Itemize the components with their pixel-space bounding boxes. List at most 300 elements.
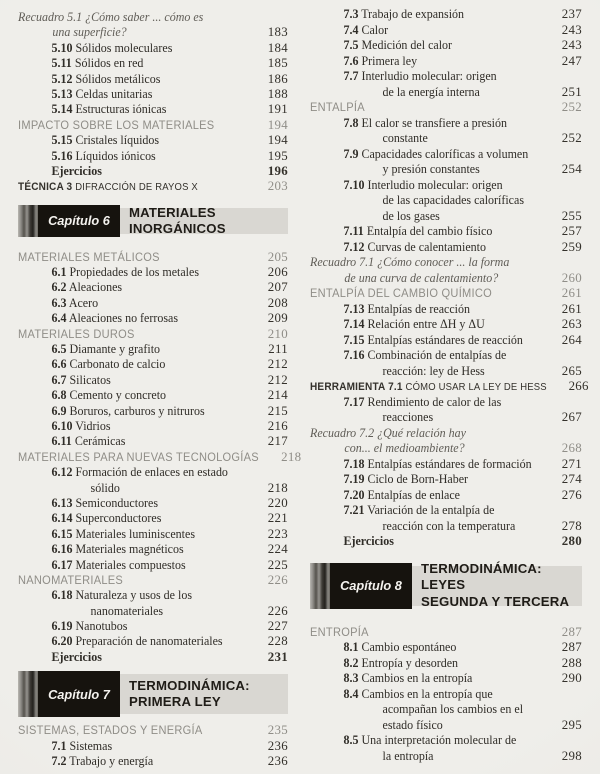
entry-title: Carbonato de calcio [69, 357, 166, 372]
row-text [18, 650, 247, 665]
chapter-label-chip [330, 563, 412, 609]
entry-number: 6.6 [51, 357, 67, 372]
page-number: 210 [267, 326, 288, 341]
entry-title: Entalpía del cambio físico [366, 224, 493, 238]
row-text [18, 357, 247, 372]
page-number: 259 [561, 239, 582, 254]
entry-title: Vidrios [75, 418, 111, 433]
entry-title: Materiales luminiscentes [75, 526, 195, 541]
toc-row [18, 558, 288, 573]
row-text [310, 317, 540, 332]
chapter-label-chip [38, 671, 120, 717]
entry-number: 8.5 [343, 733, 359, 747]
entry-number: 7.7 [343, 69, 359, 83]
entry-title: Calor [361, 22, 389, 37]
row-text [310, 656, 540, 671]
entry-title: Propiedades de los metales [69, 265, 200, 280]
entry-number: 6.3 [51, 295, 67, 310]
entry-title: Ejercicios [51, 163, 102, 178]
row-text [18, 250, 247, 264]
toc-row [18, 573, 288, 588]
entry-number: 7.9 [343, 146, 359, 161]
toc-row [18, 10, 288, 25]
page-number: 186 [267, 71, 288, 86]
entry-number: 7.20 [343, 487, 365, 502]
page-number: 215 [267, 403, 288, 418]
chapter-title-line: SEGUNDA Y TERCERA [421, 593, 570, 609]
row-text [310, 640, 540, 655]
row-text [310, 209, 540, 224]
entry-number: 6.5 [51, 342, 67, 357]
entry-title: sólido [90, 480, 120, 495]
entry-title: Entalpías de reacción [367, 301, 470, 316]
toc-row [310, 625, 582, 641]
entry-title: El calor se transfiere a presión [361, 115, 507, 130]
entry-number: 5.12 [51, 71, 73, 86]
entry-title: Entalpías estándares de formación [367, 456, 532, 471]
entry-number: 5.13 [51, 86, 73, 101]
entry-number: 8.4 [343, 686, 359, 701]
page-number: 264 [561, 332, 582, 347]
row-text [310, 702, 563, 717]
row-text [18, 133, 247, 148]
section-title: ENTALPÍA [310, 100, 365, 114]
page-number: 191 [267, 102, 288, 117]
row-text [310, 395, 563, 410]
toc-row [310, 147, 582, 163]
row-text [18, 10, 269, 25]
entry-title: Acero [68, 295, 99, 310]
toc-row [310, 395, 582, 411]
chapter-photo-strip [18, 671, 38, 717]
row-text [310, 54, 540, 69]
toc-row [310, 687, 582, 703]
chapter-banner [310, 563, 582, 609]
toc-row [310, 671, 582, 687]
row-text [18, 41, 247, 56]
row-text [18, 388, 247, 403]
toc-row [310, 656, 582, 672]
page-number: 205 [267, 249, 288, 264]
row-text [18, 311, 247, 326]
entry-title: Sólidos metálicos [75, 71, 161, 86]
row-text [310, 426, 563, 441]
row-text [18, 265, 247, 280]
entry-title: Preparación de nanomateriales [75, 634, 223, 649]
row-text [310, 441, 540, 456]
row-text [310, 749, 540, 764]
entry-title: la entropía [382, 748, 434, 763]
entry-title: acompañan los cambios en el [382, 702, 524, 716]
toc-row [310, 733, 582, 749]
row-text [18, 496, 247, 511]
entry-title: Recuadro 7.1 ¿Cómo conocer ... la forma [310, 255, 510, 269]
page-number: 268 [561, 441, 582, 455]
toc-row [310, 503, 582, 519]
row-text [18, 754, 247, 769]
entry-number: 6.13 [51, 495, 73, 510]
entry-title: Interludio molecular: origen [367, 177, 503, 192]
entry-number: 6.12 [51, 465, 73, 480]
entry-title: Combinación de entalpías de [367, 348, 507, 362]
toc-row [310, 441, 582, 457]
row-text [18, 404, 247, 419]
entry-number: 5.16 [51, 148, 73, 163]
page-number: 217 [267, 434, 288, 449]
page-number: 263 [561, 317, 582, 331]
entry-number: 7.8 [343, 115, 359, 130]
page-number: 247 [561, 53, 582, 68]
row-text [18, 558, 247, 573]
page-number: 206 [267, 265, 288, 280]
entry-title: Ciclo de Born-Haber [367, 472, 469, 486]
entry-title: una superficie? [52, 25, 127, 40]
page-number: 231 [267, 649, 288, 664]
page-number: 295 [561, 717, 582, 732]
page-number: 261 [561, 286, 582, 300]
entry-number: 6.14 [51, 511, 73, 526]
page-number: 280 [561, 534, 582, 548]
section-title: MATERIALES PARA NUEVAS TECNOLOGÍAS [18, 449, 259, 464]
chapter-label: Capítulo 7 [48, 686, 110, 702]
toc-row [18, 87, 288, 102]
toc-column-left [18, 10, 302, 769]
toc-row [18, 56, 288, 71]
page-number: 278 [561, 518, 582, 533]
special-label: HERRAMIENTA 7.1 [310, 381, 403, 393]
page-number: 223 [267, 526, 288, 541]
chapter-title [120, 205, 288, 237]
page-number: 254 [561, 162, 582, 176]
page-number: 218 [281, 449, 302, 464]
entry-title: nanomateriales [90, 603, 164, 618]
page-number: 208 [267, 295, 288, 310]
toc-row [310, 379, 589, 395]
row-text [18, 149, 247, 164]
page-number: 185 [267, 56, 288, 71]
toc-row [18, 250, 288, 265]
page-number: 184 [267, 40, 288, 55]
entry-title: Entropía y desorden [361, 655, 459, 670]
page-number: 212 [267, 357, 288, 372]
row-text [310, 519, 540, 534]
page-number: 243 [561, 38, 582, 52]
entry-title: Cambios en la entropía [361, 671, 473, 685]
entry-title: constante [382, 131, 428, 145]
row-text [310, 7, 540, 22]
row-text [18, 102, 247, 117]
row-text [310, 457, 540, 472]
toc-row [310, 193, 582, 209]
page-number: 236 [267, 754, 288, 769]
row-text [18, 296, 247, 311]
special-label: TÉCNICA 3 [18, 181, 73, 194]
toc-row [18, 296, 288, 311]
row-text [310, 488, 540, 503]
row-text [18, 419, 247, 434]
page-number: 214 [267, 388, 288, 403]
row-text [310, 147, 563, 162]
toc-row [310, 162, 582, 178]
toc-row [310, 317, 582, 333]
section-title: NANOMATERIALES [18, 572, 124, 587]
entry-title: Trabajo de expansión [361, 7, 465, 21]
page-number: 209 [267, 311, 288, 326]
page-number: 194 [267, 117, 288, 132]
section-title: SISTEMAS, ESTADOS Y ENERGÍA [18, 723, 203, 738]
toc-row [18, 164, 288, 179]
entry-title: reacciones [382, 410, 434, 424]
entry-title: Entalpías de enlace [367, 487, 461, 502]
toc-row [18, 634, 288, 649]
entry-number: 7.19 [343, 472, 365, 486]
entry-title: Primera ley [361, 53, 418, 68]
entry-title: Celdas unitarias [75, 86, 153, 101]
chapter-title-line: MATERIALES INORGÁNICOS [129, 204, 226, 236]
toc-row [18, 481, 288, 496]
entry-number: 6.16 [51, 542, 73, 557]
entry-title: reacción: ley de Hess [382, 363, 485, 378]
toc-row [310, 519, 582, 535]
entry-number: 8.2 [343, 655, 359, 670]
page-number: 216 [267, 418, 288, 433]
row-text [18, 465, 269, 480]
entry-title: reacción con la temperatura [382, 518, 516, 533]
page-number: 267 [561, 410, 582, 424]
entry-number: 6.18 [51, 588, 73, 603]
entry-number: 6.4 [51, 311, 67, 326]
entry-title: Ejercicios [343, 534, 394, 548]
entry-title: Rendimiento de calor de las [367, 394, 502, 409]
entry-number: 7.10 [343, 177, 365, 192]
entry-title: Líquidos iónicos [75, 148, 156, 163]
row-text [310, 687, 563, 702]
row-text [18, 181, 247, 193]
entry-number: 7.11 [343, 224, 364, 238]
entry-title: Aleaciones no ferrosas [68, 311, 179, 326]
entry-number: 7.15 [343, 332, 365, 347]
chapter-title [412, 563, 582, 609]
toc-row [310, 364, 582, 380]
row-text [310, 472, 540, 487]
page-number: 271 [561, 456, 582, 471]
section-title: MATERIALES METÁLICOS [18, 249, 160, 264]
row-text [18, 634, 247, 649]
page-number: 224 [267, 542, 288, 557]
row-text [310, 348, 563, 363]
toc-row [18, 496, 288, 511]
toc-row [310, 348, 582, 364]
entry-number: 6.7 [51, 372, 67, 387]
entry-title: Estructuras iónicas [75, 102, 167, 117]
page-number: 212 [267, 372, 288, 387]
row-text [18, 373, 247, 388]
toc-row [18, 588, 288, 603]
page-number: 260 [561, 270, 582, 285]
toc-row [310, 488, 582, 504]
row-text [18, 56, 247, 71]
toc-row [18, 754, 288, 769]
page-number: 252 [561, 100, 582, 114]
row-text [18, 280, 247, 295]
row-text [310, 503, 563, 518]
toc-row [18, 739, 288, 754]
entry-number: 6.9 [51, 403, 67, 418]
entry-title: Naturaleza y usos de los [75, 588, 192, 603]
toc-row [310, 131, 582, 147]
row-text [310, 364, 540, 379]
entry-title: Sólidos moleculares [75, 40, 173, 55]
toc-row [310, 224, 582, 240]
toc-row [18, 280, 288, 295]
row-text [310, 534, 540, 549]
page-number: 251 [561, 84, 582, 99]
row-text [310, 271, 540, 286]
chapter-label-chip [38, 205, 120, 237]
toc-row [310, 116, 582, 132]
entry-number: 6.1 [51, 265, 67, 280]
toc-row [18, 604, 288, 619]
entry-number: 7.21 [343, 503, 365, 517]
entry-title: Variación de la entalpía de [367, 503, 495, 517]
row-text [310, 193, 563, 208]
page-number: 203 [267, 179, 288, 194]
row-text [310, 224, 540, 239]
page-number: 243 [561, 22, 582, 37]
section-title: IMPACTO SOBRE LOS MATERIALES [18, 117, 215, 132]
entry-title: Sistemas [69, 738, 113, 753]
entry-number: 6.17 [51, 557, 73, 572]
toc-column-right [310, 7, 589, 764]
row-text [310, 255, 563, 270]
entry-title: Aleaciones [68, 280, 123, 295]
row-text [310, 240, 540, 255]
entry-number: 7.1 [51, 738, 67, 753]
entry-title: CÓMO USAR LA LEY DE HESS [405, 382, 547, 393]
row-text [310, 381, 547, 393]
entry-title: Cambio espontáneo [361, 640, 457, 654]
toc-row [310, 178, 582, 194]
page-number: 290 [561, 671, 582, 685]
entry-title: Superconductores [75, 511, 162, 526]
row-text [18, 164, 247, 179]
chapter-title-line: TERMODINÁMICA: LEYES [421, 561, 542, 593]
page-number: 225 [267, 557, 288, 572]
entry-title: Nanotubos [75, 619, 128, 634]
entry-number: 5.15 [51, 133, 73, 148]
row-text [18, 542, 247, 557]
entry-title: Recuadro 7.2 ¿Qué relación hay [310, 425, 466, 440]
entry-number: 7.16 [343, 348, 365, 362]
toc-row [18, 327, 288, 342]
page-number: 257 [561, 224, 582, 238]
chapter-banner [18, 205, 288, 237]
entry-number: 8.1 [343, 640, 359, 654]
entry-number: 7.2 [51, 754, 67, 769]
toc-row [18, 511, 288, 526]
chapter-label: Capítulo 6 [48, 213, 110, 229]
page-number: 261 [561, 301, 582, 316]
entry-title: Cambios en la entropía que [361, 686, 493, 701]
page-number: 196 [267, 163, 288, 178]
row-text [18, 327, 247, 341]
entry-title: Cerámicas [74, 434, 126, 449]
page-number: 226 [267, 603, 288, 618]
chapter-photo-strip [18, 205, 38, 237]
page-number: 288 [561, 655, 582, 670]
page-number: 236 [267, 738, 288, 753]
row-text [310, 38, 540, 53]
entry-number: 7.3 [343, 7, 359, 21]
toc-row [18, 72, 288, 87]
toc-row [18, 25, 288, 40]
entry-title: Capacidades caloríficas a volumen [361, 146, 529, 161]
row-text [18, 118, 247, 132]
entry-title: Una interpretación molecular de [361, 733, 517, 747]
toc-row [18, 723, 288, 738]
row-text [310, 178, 563, 193]
row-text [18, 573, 247, 587]
toc-row [310, 255, 582, 271]
toc-row [310, 54, 582, 70]
page-number: 218 [267, 480, 288, 495]
entry-title: con... el medioambiente? [344, 441, 465, 455]
toc-row [18, 342, 288, 357]
row-text [18, 511, 247, 526]
toc-row [310, 69, 582, 85]
toc-row [18, 133, 288, 148]
entry-number: 6.19 [51, 619, 73, 634]
entry-title: Trabajo y energía [69, 754, 154, 769]
toc-row [310, 457, 582, 473]
page-number: 237 [561, 7, 582, 21]
toc-row [18, 434, 288, 449]
toc-row [18, 41, 288, 56]
entry-title: Medición del calor [361, 38, 453, 52]
entry-title: Sólidos en red [74, 56, 144, 71]
chapter-title [120, 671, 288, 717]
page-number: 188 [267, 86, 288, 101]
section-title: ENTROPÍA [310, 624, 369, 639]
page-number: 298 [561, 748, 582, 763]
page-number: 220 [267, 495, 288, 510]
entry-title: Interludio molecular: origen [361, 69, 497, 83]
entry-number: 6.20 [51, 634, 73, 649]
entry-title: Boruros, carburos y nitruros [69, 403, 205, 418]
row-text [18, 25, 247, 40]
toc-row [18, 449, 302, 465]
entry-title: de los gases [382, 208, 440, 223]
entry-number: 7.13 [343, 301, 365, 316]
page-number: 211 [268, 342, 288, 357]
toc-row [310, 286, 582, 302]
toc-row [310, 534, 582, 550]
page-number: 235 [267, 723, 288, 738]
toc-row [310, 702, 582, 718]
row-text [310, 671, 540, 686]
entry-number: 7.14 [343, 317, 365, 331]
page-number: 276 [561, 487, 582, 502]
toc-row [18, 265, 288, 280]
toc-row [310, 100, 582, 116]
toc-row [18, 619, 288, 634]
toc-row [310, 271, 582, 287]
entry-number: 7.18 [343, 456, 365, 471]
toc-row [310, 410, 582, 426]
toc-row [18, 388, 288, 403]
entry-number: 6.15 [51, 526, 73, 541]
entry-title: Semiconductores [75, 495, 159, 510]
